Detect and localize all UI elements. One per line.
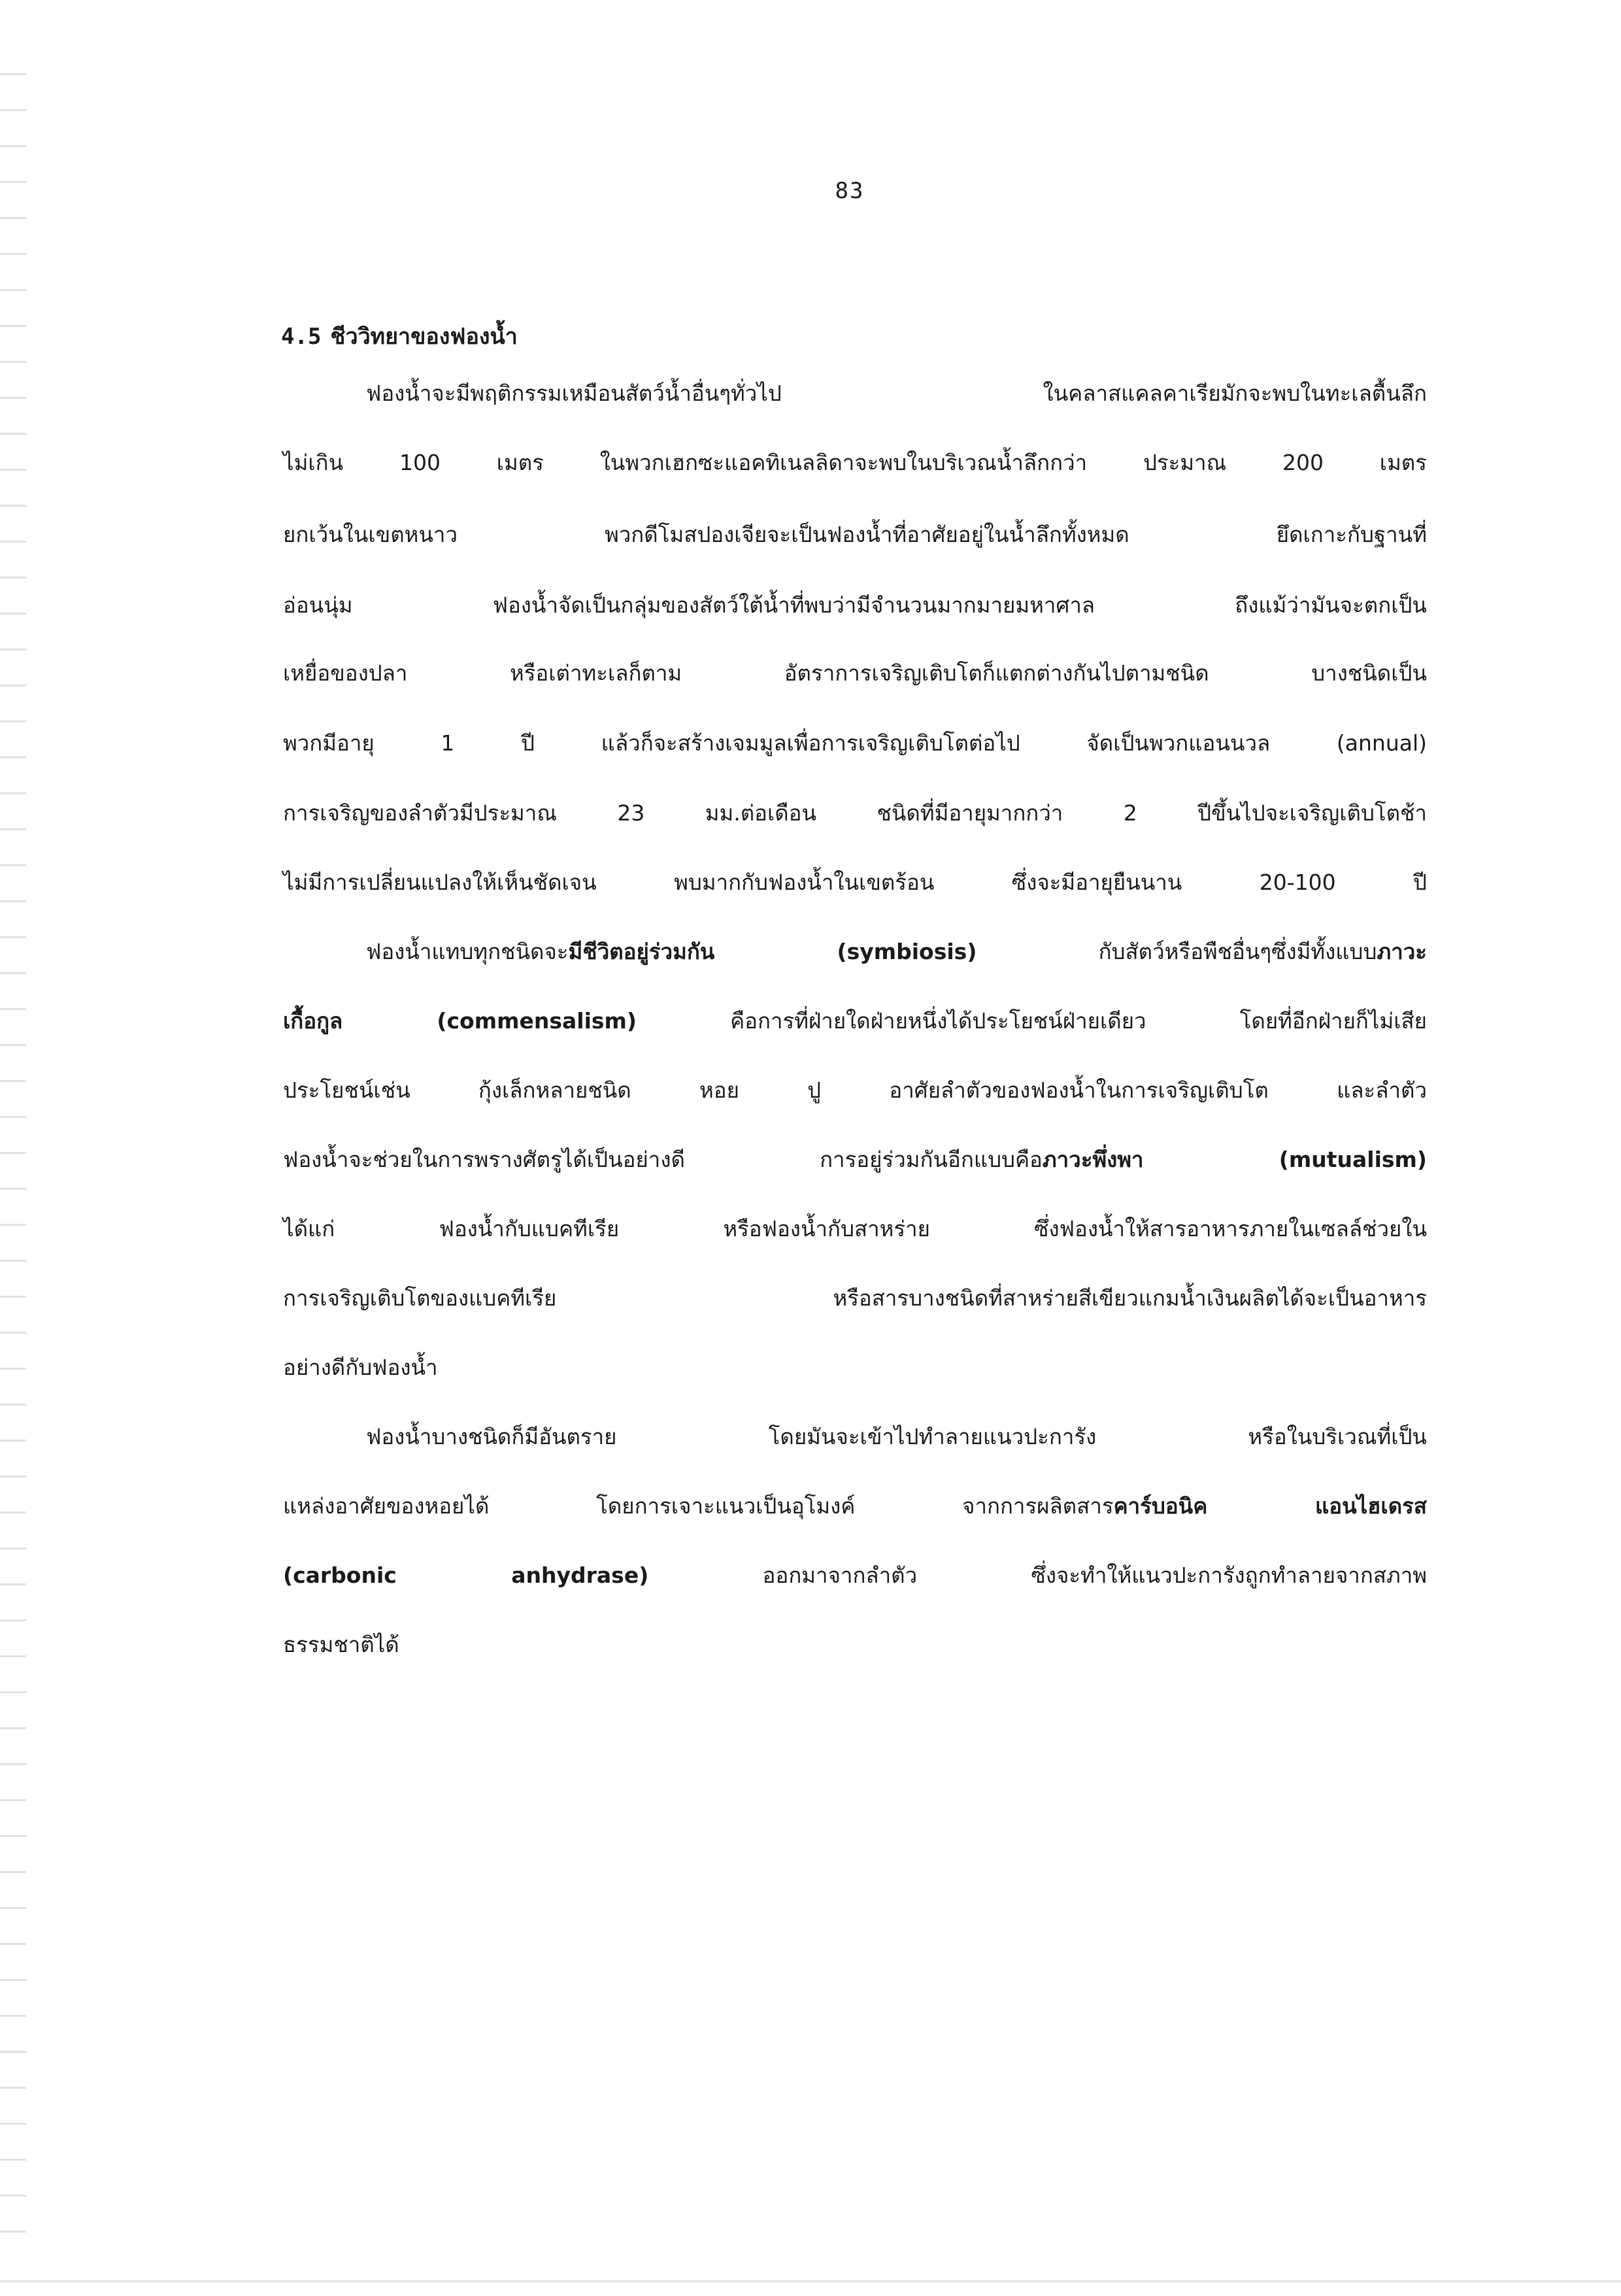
text-line: อ่อนนุ่ม ฟองน้ำจัดเป็นกลุ่มของสัตว์ใต้น้ำที่พบว่ามีจำนวนมากมายมหาศาล ถึงแม้ว่ามันจะตกเป็น [283,592,1427,618]
text-line: การเจริญของลำตัวมีประมาณ 23 มม.ต่อเดือน ชนิดที่มีอายุมากกว่า 2 ปีขึ้นไปจะเจริญเติบโตช้า [283,800,1427,826]
text-line: อย่างดีกับฟองน้ำ [283,1355,438,1380]
page-number: 83 [835,178,865,204]
section-title: ชีววิทยาของฟองน้ำ [330,324,518,350]
text-line: ประโยชน์เช่น กุ้งเล็กหลายชนิด หอย ปู อาศัยลำตัวของฟองน้ำในการเจริญเติบโต และลำตัว [283,1077,1427,1103]
text-line: เกื้อกูล (commensalism) คือการที่ฝ่ายใดฝ่ายหนึ่งได้ประโยชน์ฝ่ายเดียว โดยที่อีกฝ่ายก็ไม่เสีย [283,1008,1427,1034]
text-line: ฟองน้ำจะมีพฤติกรรมเหมือนสัตว์น้ำอื่นๆทั่วไป ในคลาสแคลคาเรียมักจะพบในทะเลตื้นลึก [366,380,1427,406]
bold-term: เกื้อกูล (commensalism) [283,1008,637,1034]
text-line: ยกเว้นในเขตหนาว พวกดีโมสปองเจียจะเป็นฟองน้ำที่อาศัยอยู่ในน้ำลึกทั้งหมด ยึดเกาะกับฐานที่ [283,522,1427,547]
text-line: ฟองน้ำจะช่วยในการพรางศัตรูได้เป็นอย่างดี การอยู่ร่วมกันอีกแบบคือภาวะพึ่งพา (mutualism) [283,1147,1427,1172]
text-line: ไม่มีการเปลี่ยนแปลงให้เห็นชัดเจน พบมากกับฟองน้ำในเขตร้อน ซึ่งจะมีอายุยืนนาน 20-100 ปี [283,869,1427,895]
text-line: ฟองน้ำแทบทุกชนิดจะมีชีวิตอยู่ร่วมกัน (symbiosis) กับสัตว์หรือพืชอื่นๆซึ่งมีทั้งแบบภาวะ [366,939,1427,964]
bold-term: คาร์บอนิค แอนไฮเดรส [1113,1493,1427,1519]
text-line: ฟองน้ำบางชนิดก็มีอันตราย โดยมันจะเข้าไปทำลายแนวปะการัง หรือในบริเวณที่เป็น [366,1424,1427,1449]
text-line: ไม่เกิน 100 เมตร ในพวกเฮกซะแอคทิเนลลิดาจะพบในบริเวณน้ำลึกกว่า ประมาณ 200 เมตร [283,450,1427,475]
bold-term: ภาวะพึ่งพา (mutualism) [1042,1147,1427,1172]
text-line: แหล่งอาศัยของหอยได้ โดยการเจาะแนวเป็นอุโมงค์ จากการผลิตสารคาร์บอนิค แอนไฮเดรส [283,1493,1427,1519]
bold-term: (carbonic anhydrase) [283,1562,649,1588]
text-line: ธรรมชาติได้ [283,1632,399,1657]
text-line: (carbonic anhydrase) ออกมาจากลำตัว ซึ่งจะทำให้แนวปะการังถูกทำลายจากสภาพ [283,1562,1427,1588]
section-heading [281,318,518,354]
bold-term: ภาวะ [1377,939,1427,964]
text-line: เหยื่อของปลา หรือเต่าทะเลก็ตาม อัตราการเจริญเติบโตก็แตกต่างกันไปตามชนิด บางชนิดเป็น [283,660,1427,686]
text-line: ได้แก่ ฟองน้ำกับแบคทีเรีย หรือฟองน้ำกับสาหร่าย ซึ่งฟองน้ำให้สารอาหารภายในเซลล์ช่วยใน [283,1216,1427,1241]
section-number: 4.5 [281,324,322,350]
bold-term: มีชีวิตอยู่ร่วมกัน (symbiosis) [568,939,977,964]
scan-bottom-edge [0,2280,1621,2282]
text-line: พวกมีอายุ 1 ปี แล้วก็จะสร้างเจมมูลเพื่อการเจริญเติบโตต่อไป จัดเป็นพวกแอนนวล (annual) [283,730,1427,756]
scan-edge-marks [0,39,26,2236]
text-line: การเจริญเติบโตของแบคทีเรีย หรือสารบางชนิดที่สาหร่ายสีเขียวแกมน้ำเงินผลิตได้จะเป็นอาหาร [283,1285,1427,1311]
